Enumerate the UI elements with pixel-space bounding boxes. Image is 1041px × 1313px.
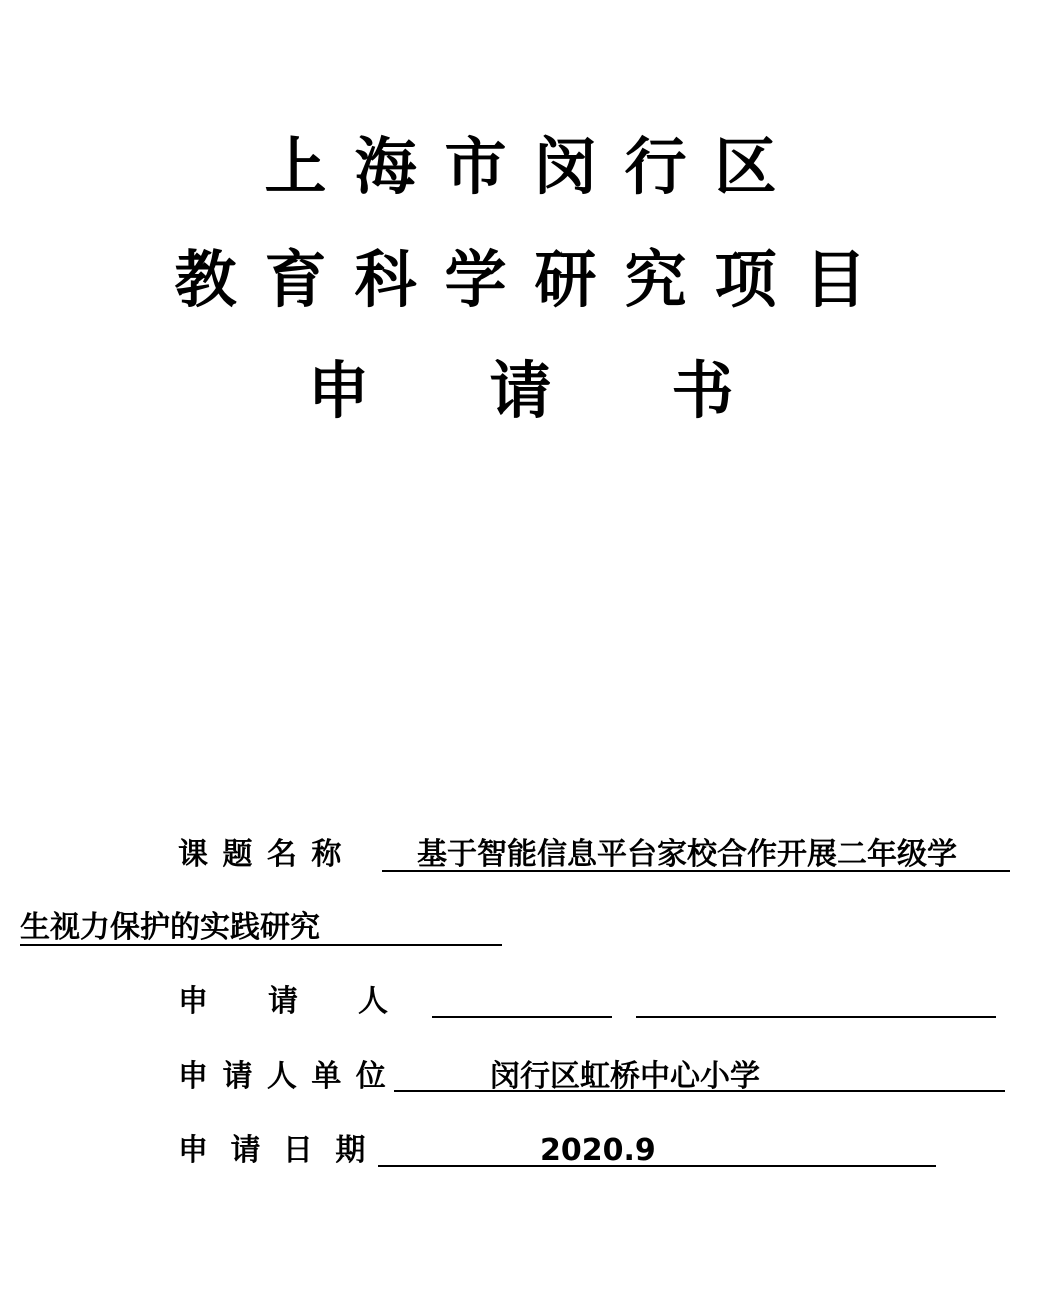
- topic-value-line1: 基于智能信息平台家校合作开展二年级学: [417, 837, 957, 872]
- applicant-label: 申 请 人: [178, 984, 388, 1019]
- date-value: 2020.9: [540, 1133, 656, 1168]
- applicant-underline-2: [636, 1016, 996, 1018]
- applicant-underline-1: [432, 1016, 612, 1018]
- unit-value: 闵行区虹桥中心小学: [490, 1059, 760, 1094]
- date-label: 申 请 日 期: [178, 1133, 372, 1168]
- date-underline: [378, 1165, 936, 1167]
- topic-label: 课 题 名 称: [178, 837, 344, 872]
- title-line-2: 教育科学研究项目: [174, 243, 895, 316]
- unit-label: 申 请 人 单 位: [178, 1059, 388, 1094]
- topic-value-line2: 生视力保护的实践研究: [20, 910, 320, 945]
- title-line-3: 申请书: [307, 354, 854, 427]
- title-line-1: 上海市闵行区: [264, 130, 805, 203]
